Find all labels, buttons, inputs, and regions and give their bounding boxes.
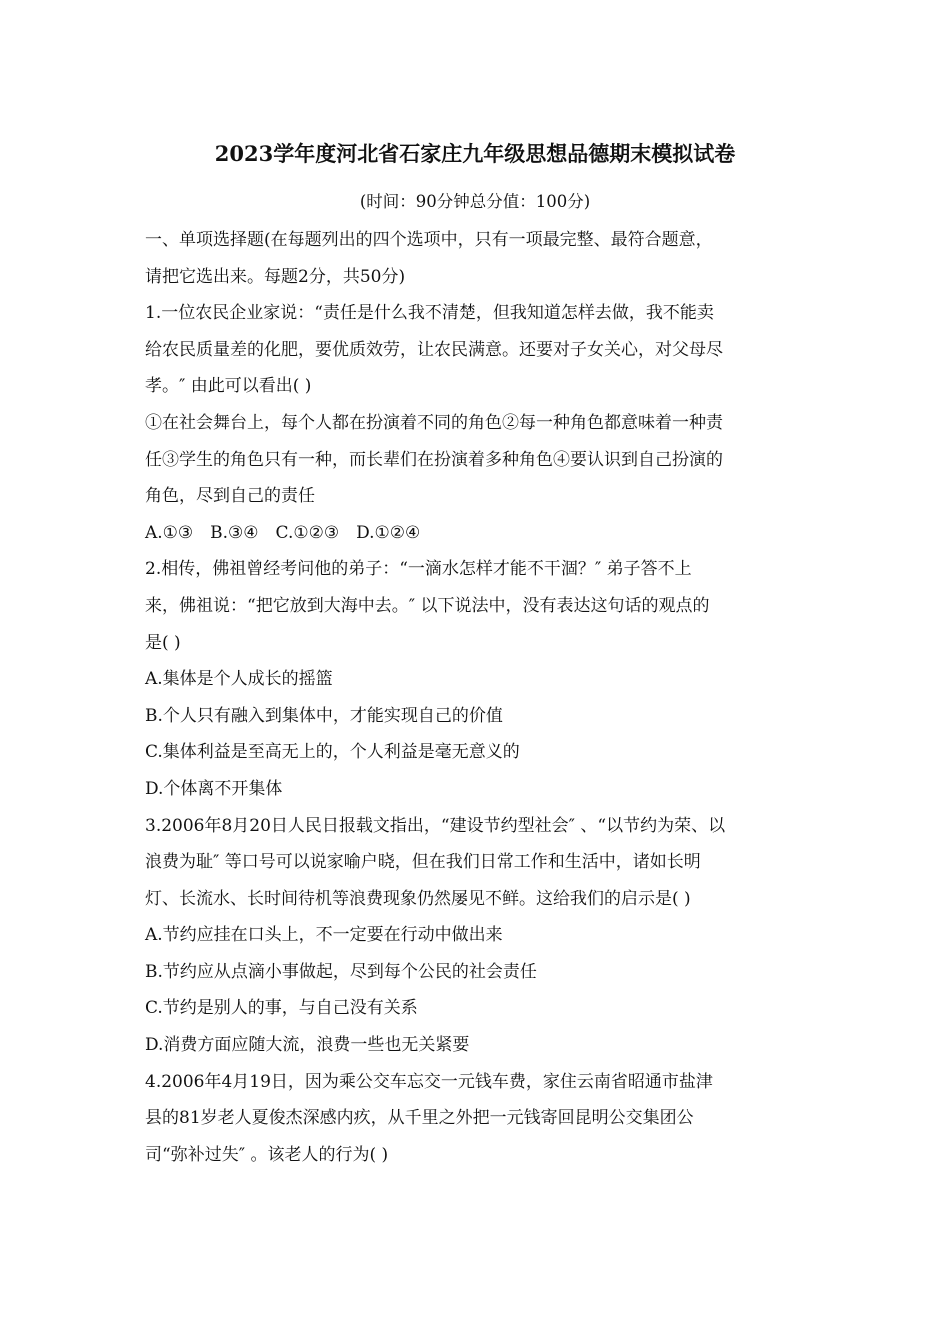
question-text-line: 孝。″ 由此可以看出( ) [145,376,312,397]
question-text-line: 司“弥补过失″ 。该老人的行为( ) [145,1144,389,1165]
question-4 [145,1064,810,1174]
section-heading [145,222,810,295]
question-3 [145,808,810,1064]
answer-option-c: C.集体利益是至高无上的，个人利益是毫无意义的 [145,742,520,763]
question-text-line: 3.2006年8月20日人民日报载文指出，“建设节约型社会″ 、“以节约为荣、以 [145,815,726,836]
question-text-line: 4.2006年4月19日，因为乘公交车忘交一元钱车费，家住云南省昭通市盐津 [145,1071,713,1092]
answer-options-line: A.①③ B.③④ C.①②③ D.①②④ [145,522,421,543]
question-1 [145,295,810,551]
question-text-line: 给农民质量差的化肥，要优质效劳，让农民满意。还要对子女关心，对父母尽 [145,339,723,360]
answer-option-a: A.节约应挂在口头上，不一定要在行动中做出来 [145,925,503,946]
question-text-line: 2.相传，佛祖曾经考问他的弟子：“一滴水怎样才能不干涸？″ 弟子答不上 [145,559,692,580]
question-text-line: 灯、长流水、长时间待机等浪费现象仍然屡见不鲜。这给我们的启示是( ) [145,888,691,909]
question-text-line: 县的81岁老人夏俊杰深感内疚，从千里之外把一元钱寄回昆明公交集团公 [145,1108,694,1129]
answer-option-b: B.个人只有融入到集体中，才能实现自己的价值 [145,705,503,726]
question-text-line: 来，佛祖说：“把它放到大海中去。″ 以下说法中，没有表达这句话的观点的 [145,595,710,616]
exam-subtitle: (时间：90分钟总分值：100分) [359,192,591,211]
exam-content [145,222,810,1173]
question-text-line: 是( ) [145,632,181,653]
answer-option-d: D.个体离不开集体 [145,778,283,799]
answer-option-a: A.集体是个人成长的摇篮 [145,669,333,690]
answer-option-d: D.消费方面应随大流，浪费一些也无关紧要 [145,1035,470,1056]
question-2 [145,551,810,807]
question-statement-line: 任③学生的角色只有一种，而长辈们在扮演着多种角色④要认识到自己扮演的 [145,449,723,470]
section-heading-line: 一、单项选择题(在每题列出的四个选项中，只有一项最完整、最符合题意， [145,230,713,250]
question-text-line: 浪费为耻″ 等口号可以说家喻户晓，但在我们日常工作和生活中，诸如长明 [145,852,701,873]
question-statement-line: ①在社会舞台上，每个人都在扮演着不同的角色②每一种角色都意味着一种责 [145,412,723,433]
question-statement-line: 角色，尽到自己的责任 [145,486,315,507]
section-heading-line: 请把它选出来。每题2分，共50分) [145,266,406,287]
question-text-line: 1.一位农民企业家说：“责任是什么我不清楚，但我知道怎样去做，我不能卖 [145,303,714,324]
exam-title: 2023学年度河北省石家庄九年级思想品德期末模拟试卷 [214,141,736,166]
answer-option-c: C.节约是别人的事，与自己没有关系 [145,998,418,1019]
answer-option-b: B.节约应从点滴小事做起，尽到每个公民的社会责任 [145,961,537,982]
